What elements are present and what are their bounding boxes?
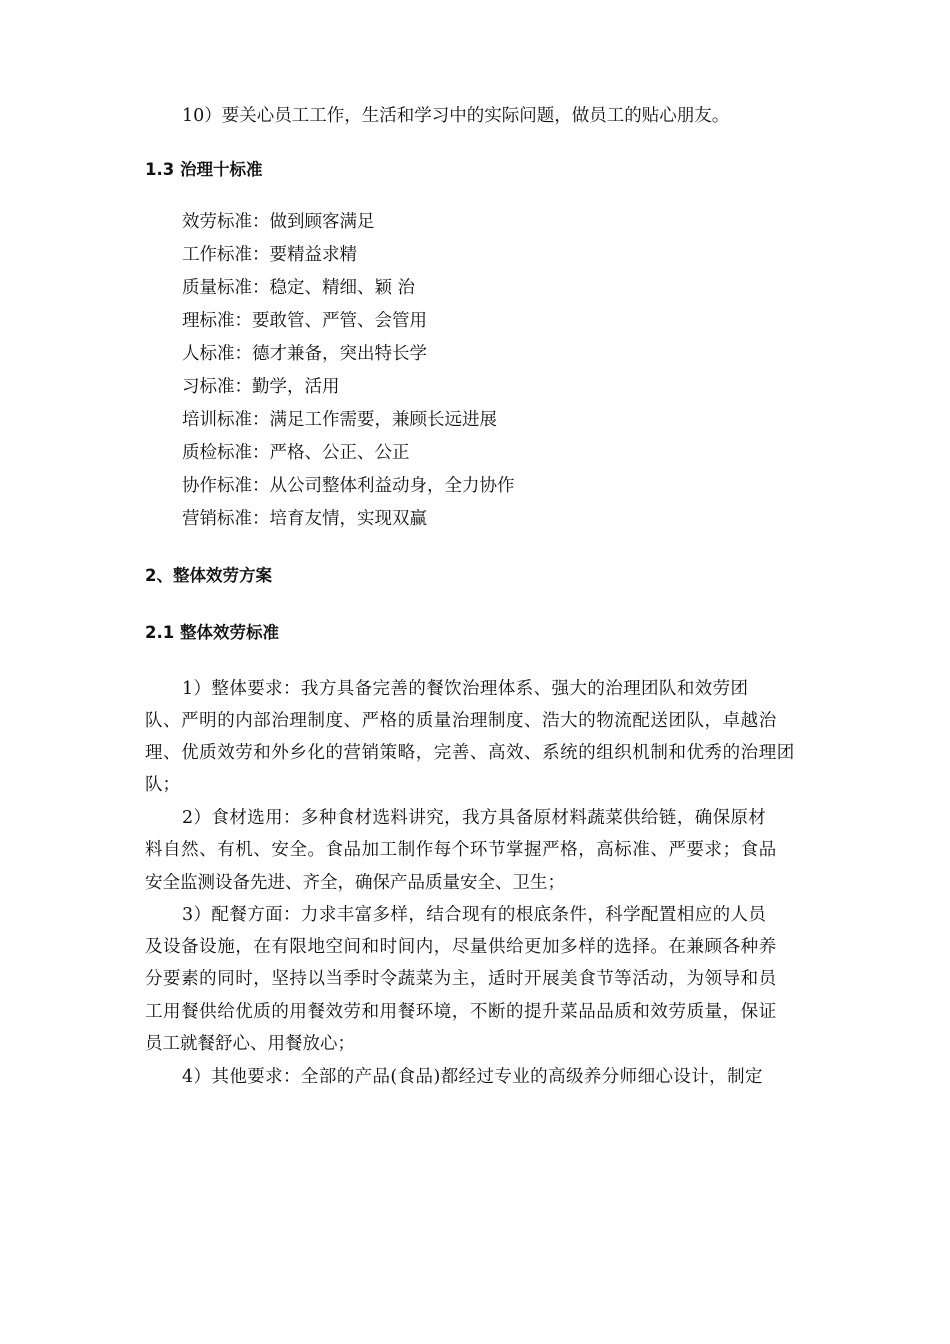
paragraph-line: 队； xyxy=(145,775,180,795)
paragraph-line: 队、严明的内部治理制度、严格的质量治理制度、浩大的物流配送团队，卓越治 xyxy=(145,711,777,731)
paragraph-line: 及设备设施，在有限地空间和时间内，尽量供给更加多样的选择。在兼顾各种养 xyxy=(145,937,777,957)
paragraph-line: 安全监测设备先进、齐全，确保产品质量安全、卫生； xyxy=(145,873,565,893)
list-item: 工作标准：要精益求精 xyxy=(182,245,357,265)
section-2-heading: 2、整体效劳方案 xyxy=(145,566,272,585)
paragraph-line: 2）食材选用：多种食材选料讲究，我方具备原材料蔬菜供给链，确保原材 xyxy=(182,808,767,828)
paragraph-line: 1）整体要求：我方具备完善的餐饮治理体系、强大的治理团队和效劳团 xyxy=(182,679,749,699)
list-item: 理标准：要敢管、严管、会管用 xyxy=(182,311,427,331)
paragraph-line: 分要素的同时，坚持以当季时令蔬菜为主，适时开展美食节等活动，为领导和员 xyxy=(145,969,777,989)
list-item: 协作标准：从公司整体利益动身，全力协作 xyxy=(182,476,515,496)
section-2-1-heading: 2.1 整体效劳标准 xyxy=(145,623,279,642)
list-item: 营销标准：培育友情，实现双赢 xyxy=(182,509,427,529)
intro-line: 10）要关心员工工作，生活和学习中的实际问题，做员工的贴心朋友。 xyxy=(182,106,730,126)
section-1-3-heading: 1.3 治理十标准 xyxy=(145,160,263,179)
list-item: 人标准：德才兼备，突出特长学 xyxy=(182,344,427,364)
paragraph-line: 4）其他要求：全部的产品(食品)都经过专业的高级养分师细心设计，制定 xyxy=(182,1067,763,1087)
paragraph-line: 3）配餐方面：力求丰富多样，结合现有的根底条件，科学配置相应的人员 xyxy=(182,905,767,925)
paragraph-line: 料自然、有机、安全。食品加工制作每个环节掌握严格，高标准、严要求；食品 xyxy=(145,840,777,860)
paragraph-line: 工用餐供给优质的用餐效劳和用餐环境，不断的提升菜品品质和效劳质量，保证 xyxy=(145,1002,777,1022)
paragraph-line: 员工就餐舒心、用餐放心； xyxy=(145,1034,355,1054)
list-item: 效劳标准：做到顾客满足 xyxy=(182,212,375,232)
list-item: 习标准：勤学，活用 xyxy=(182,377,340,397)
list-item: 培训标准：满足工作需要，兼顾长远进展 xyxy=(182,410,497,430)
paragraph-line: 理、优质效劳和外乡化的营销策略，完善、高效、系统的组织机制和优秀的治理团 xyxy=(145,743,795,763)
list-item: 质量标准：稳定、精细、颖 治 xyxy=(182,278,416,298)
list-item: 质检标准：严格、公正、公正 xyxy=(182,443,410,463)
